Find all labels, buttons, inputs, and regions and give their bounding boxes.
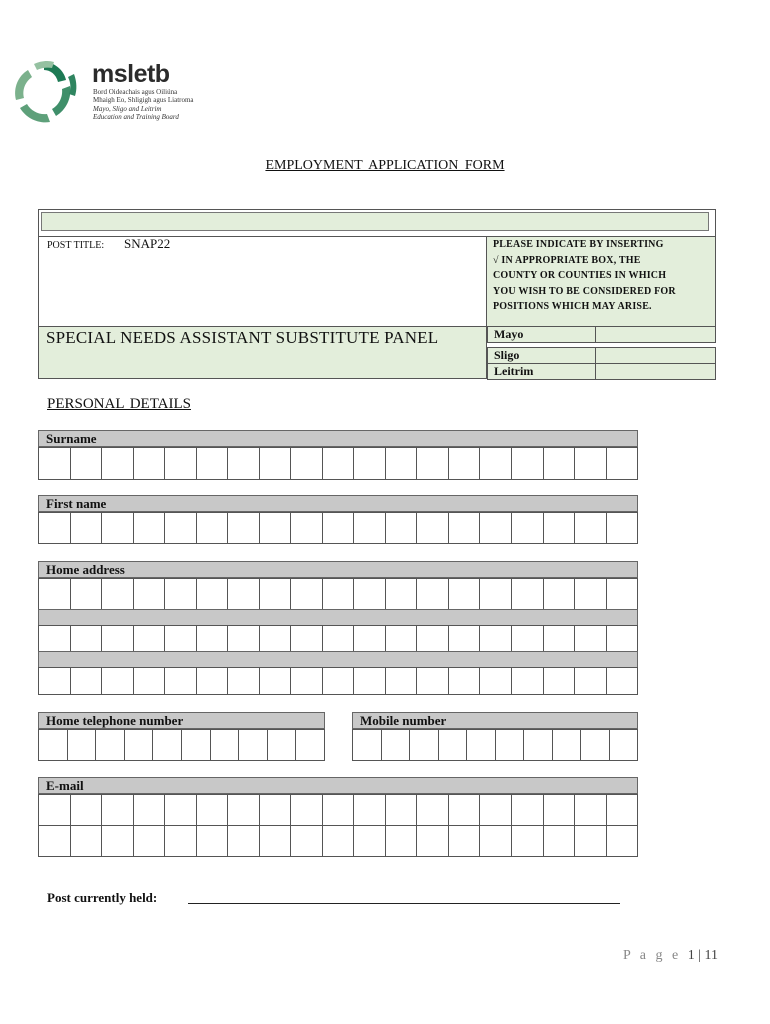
logo-line-1: Bord Oideachais agus Oiliúna (93, 88, 178, 96)
instruction-line-1: PLEASE INDICATE BY INSERTING (493, 239, 664, 250)
header-strip-inner (41, 212, 709, 231)
character-cell[interactable] (71, 668, 103, 694)
character-cell[interactable] (607, 668, 638, 694)
character-cell[interactable] (610, 730, 638, 760)
character-cell[interactable] (354, 668, 386, 694)
swirl-logo-icon (8, 58, 82, 126)
home-address-separator-2 (38, 651, 638, 668)
character-cell[interactable] (480, 826, 512, 856)
character-cell[interactable] (291, 668, 323, 694)
character-cell[interactable] (228, 513, 260, 543)
character-cell[interactable] (354, 448, 386, 479)
character-cell[interactable] (323, 448, 355, 479)
character-cell[interactable] (417, 795, 449, 825)
post-title-box (38, 236, 487, 327)
character-cell[interactable] (449, 513, 481, 543)
mobile-field[interactable] (352, 729, 638, 761)
character-cell[interactable] (354, 795, 386, 825)
character-cell[interactable] (39, 668, 71, 694)
character-cell[interactable] (165, 626, 197, 651)
character-cell[interactable] (134, 668, 166, 694)
character-cell[interactable] (607, 795, 638, 825)
first-name-label: First name (38, 495, 638, 512)
character-cell[interactable] (260, 448, 292, 479)
character-cell[interactable] (575, 448, 607, 479)
character-cell[interactable] (386, 626, 418, 651)
character-cell[interactable] (68, 730, 97, 760)
character-cell[interactable] (480, 626, 512, 651)
character-cell[interactable] (353, 730, 382, 760)
character-cell[interactable] (197, 579, 229, 609)
email-field-line-2[interactable] (38, 825, 638, 857)
character-cell[interactable] (480, 513, 512, 543)
character-cell[interactable] (102, 448, 134, 479)
character-cell[interactable] (512, 668, 544, 694)
character-cell[interactable] (134, 448, 166, 479)
character-cell[interactable] (575, 795, 607, 825)
character-cell[interactable] (165, 579, 197, 609)
surname-label: Surname (38, 430, 638, 447)
email-field-line-1[interactable] (38, 794, 638, 826)
character-cell[interactable] (575, 513, 607, 543)
character-cell[interactable] (607, 579, 638, 609)
character-cell[interactable] (386, 826, 418, 856)
character-cell[interactable] (71, 579, 103, 609)
character-cell[interactable] (165, 795, 197, 825)
instruction-line-3: COUNTY OR COUNTIES IN WHICH (493, 270, 667, 281)
county-checkbox-leitrim[interactable] (595, 363, 716, 380)
post-title-value: SNAP22 (124, 236, 171, 251)
character-cell[interactable] (575, 626, 607, 651)
character-cell[interactable] (291, 513, 323, 543)
character-cell[interactable] (228, 826, 260, 856)
character-cell[interactable] (449, 795, 481, 825)
county-label-leitrim: Leitrim (487, 363, 596, 380)
logo-line-4: Education and Training Board (93, 113, 179, 121)
character-cell[interactable] (354, 826, 386, 856)
character-cell[interactable] (134, 795, 166, 825)
character-cell[interactable] (228, 795, 260, 825)
character-cell[interactable] (449, 579, 481, 609)
character-cell[interactable] (291, 795, 323, 825)
page-footer (623, 948, 718, 964)
character-cell[interactable] (260, 579, 292, 609)
home-phone-field[interactable] (38, 729, 325, 761)
character-cell[interactable] (467, 730, 496, 760)
character-cell[interactable] (197, 626, 229, 651)
character-cell[interactable] (228, 579, 260, 609)
character-cell[interactable] (386, 668, 418, 694)
character-cell[interactable] (102, 795, 134, 825)
character-cell[interactable] (323, 513, 355, 543)
logo-line-3: Mayo, Sligo and Leitrim (93, 105, 162, 113)
character-cell[interactable] (607, 448, 638, 479)
home-address-line-3[interactable] (38, 667, 638, 695)
character-cell[interactable] (323, 668, 355, 694)
character-cell[interactable] (323, 626, 355, 651)
character-cell[interactable] (544, 795, 576, 825)
character-cell[interactable] (197, 513, 229, 543)
character-cell[interactable] (165, 513, 197, 543)
character-cell[interactable] (544, 668, 576, 694)
character-cell[interactable] (71, 795, 103, 825)
character-cell[interactable] (417, 826, 449, 856)
character-cell[interactable] (291, 626, 323, 651)
character-cell[interactable] (544, 513, 576, 543)
character-cell[interactable] (575, 826, 607, 856)
character-cell[interactable] (71, 448, 103, 479)
logo-line-2: Mhaigh Eo, Shligigh agus Liatroma (93, 96, 194, 104)
character-cell[interactable] (449, 626, 481, 651)
character-cell[interactable] (417, 448, 449, 479)
character-cell[interactable] (386, 513, 418, 543)
character-cell[interactable] (512, 826, 544, 856)
character-cell[interactable] (39, 579, 71, 609)
character-cell[interactable] (260, 826, 292, 856)
character-cell[interactable] (260, 513, 292, 543)
character-cell[interactable] (134, 579, 166, 609)
character-cell[interactable] (228, 626, 260, 651)
character-cell[interactable] (39, 730, 68, 760)
character-cell[interactable] (449, 826, 481, 856)
post-title-label: POST TITLE: (47, 240, 105, 251)
character-cell[interactable] (291, 448, 323, 479)
character-cell[interactable] (607, 513, 638, 543)
page-word: P a g e (623, 948, 682, 963)
character-cell[interactable] (197, 448, 229, 479)
character-cell[interactable] (296, 730, 324, 760)
character-cell[interactable] (512, 448, 544, 479)
character-cell[interactable] (291, 579, 323, 609)
character-cell[interactable] (39, 795, 71, 825)
character-cell[interactable] (480, 795, 512, 825)
character-cell[interactable] (323, 826, 355, 856)
character-cell[interactable] (575, 579, 607, 609)
character-cell[interactable] (197, 826, 229, 856)
character-cell[interactable] (607, 826, 638, 856)
character-cell[interactable] (165, 448, 197, 479)
character-cell[interactable] (323, 579, 355, 609)
first-name-field[interactable] (38, 512, 638, 544)
character-cell[interactable] (134, 626, 166, 651)
character-cell[interactable] (197, 668, 229, 694)
character-cell[interactable] (39, 448, 71, 479)
county-checkbox-mayo[interactable] (595, 326, 716, 343)
county-checkbox-sligo[interactable] (595, 347, 716, 364)
character-cell[interactable] (354, 579, 386, 609)
character-cell[interactable] (102, 668, 134, 694)
character-cell[interactable] (544, 579, 576, 609)
character-cell[interactable] (417, 626, 449, 651)
county-label-mayo: Mayo (487, 326, 596, 343)
character-cell[interactable] (544, 626, 576, 651)
character-cell[interactable] (496, 730, 525, 760)
character-cell[interactable] (449, 448, 481, 479)
character-cell[interactable] (260, 626, 292, 651)
logo-name: msletb (92, 60, 170, 88)
character-cell[interactable] (39, 513, 71, 543)
character-cell[interactable] (512, 626, 544, 651)
county-label-sligo: Sligo (487, 347, 596, 364)
character-cell[interactable] (607, 626, 638, 651)
character-cell[interactable] (165, 826, 197, 856)
home-address-separator-1 (38, 609, 638, 626)
character-cell[interactable] (182, 730, 211, 760)
character-cell[interactable] (71, 826, 103, 856)
character-cell[interactable] (228, 668, 260, 694)
character-cell[interactable] (386, 795, 418, 825)
email-label: E-mail (38, 777, 638, 794)
character-cell[interactable] (102, 579, 134, 609)
character-cell[interactable] (417, 513, 449, 543)
character-cell[interactable] (134, 826, 166, 856)
character-cell[interactable] (239, 730, 268, 760)
character-cell[interactable] (165, 668, 197, 694)
character-cell[interactable] (71, 626, 103, 651)
home-phone-label: Home telephone number (38, 712, 325, 729)
character-cell[interactable] (382, 730, 411, 760)
character-cell[interactable] (197, 795, 229, 825)
character-cell[interactable] (102, 826, 134, 856)
character-cell[interactable] (386, 579, 418, 609)
character-cell[interactable] (228, 448, 260, 479)
instruction-line-4: YOU WISH TO BE CONSIDERED FOR (493, 285, 676, 297)
character-cell[interactable] (260, 795, 292, 825)
page-number: 1 | 11 (687, 948, 718, 963)
character-cell[interactable] (125, 730, 154, 760)
character-cell[interactable] (480, 448, 512, 479)
panel-title: SPECIAL NEEDS ASSISTANT SUBSTITUTE PANEL (46, 328, 439, 347)
character-cell[interactable] (512, 513, 544, 543)
mobile-label: Mobile number (352, 712, 638, 729)
character-cell[interactable] (524, 730, 553, 760)
character-cell[interactable] (410, 730, 439, 760)
character-cell[interactable] (39, 826, 71, 856)
character-cell[interactable] (260, 668, 292, 694)
instruction-line-2: √ IN APPROPRIATE BOX, THE (493, 254, 641, 266)
character-cell[interactable] (134, 513, 166, 543)
character-cell[interactable] (354, 626, 386, 651)
character-cell[interactable] (323, 795, 355, 825)
character-cell[interactable] (102, 513, 134, 543)
character-cell[interactable] (439, 730, 468, 760)
character-cell[interactable] (354, 513, 386, 543)
character-cell[interactable] (480, 579, 512, 609)
character-cell[interactable] (268, 730, 297, 760)
character-cell[interactable] (386, 448, 418, 479)
character-cell[interactable] (449, 668, 481, 694)
character-cell[interactable] (544, 826, 576, 856)
character-cell[interactable] (153, 730, 182, 760)
character-cell[interactable] (211, 730, 240, 760)
character-cell[interactable] (553, 730, 582, 760)
form-title: EMPLOYMENT APPLICATION FORM (265, 158, 505, 173)
post-currently-held-label: Post currently held: (47, 890, 158, 905)
character-cell[interactable] (291, 826, 323, 856)
character-cell[interactable] (512, 795, 544, 825)
character-cell[interactable] (512, 579, 544, 609)
character-cell[interactable] (39, 626, 71, 651)
home-address-label: Home address (38, 561, 638, 578)
home-address-line-1[interactable] (38, 578, 638, 610)
character-cell[interactable] (575, 668, 607, 694)
home-address-line-2[interactable] (38, 625, 638, 652)
instruction-text (493, 237, 711, 315)
character-cell[interactable] (71, 513, 103, 543)
character-cell[interactable] (417, 668, 449, 694)
character-cell[interactable] (417, 579, 449, 609)
instruction-line-5: POSITIONS WHICH MAY ARISE. (493, 301, 652, 312)
character-cell[interactable] (96, 730, 125, 760)
character-cell[interactable] (544, 448, 576, 479)
personal-details-heading: PERSONAL DETAILS (47, 396, 191, 412)
post-currently-held-field[interactable] (188, 903, 620, 904)
character-cell[interactable] (480, 668, 512, 694)
character-cell[interactable] (581, 730, 610, 760)
character-cell[interactable] (102, 626, 134, 651)
surname-field[interactable] (38, 447, 638, 480)
